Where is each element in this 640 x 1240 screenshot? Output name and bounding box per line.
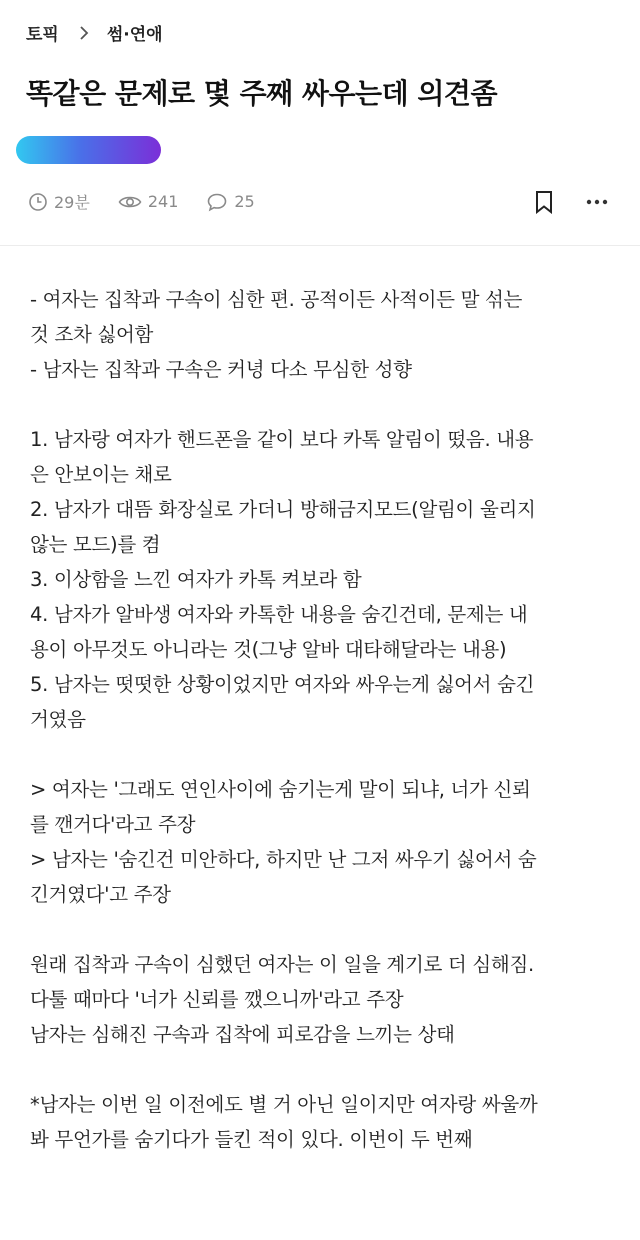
post-comments[interactable] [206,192,254,212]
post-views [118,192,179,212]
post-title: 똑같은 문제로 몇 주째 싸우는데 의견좀 [26,77,498,110]
breadcrumb-topic-link[interactable]: 토픽 [26,25,59,45]
post-body-line: 2. 남자가 대뜸 화장실로 가더니 방해금지모드(알림이 울리지 [30,498,536,521]
post-body-line: > 여자는 '그래도 연인사이에 숨기는게 말이 되냐, 너가 신뢰 [30,778,531,801]
post-body-line: 남자는 심해진 구속과 집착에 피로감을 느끼는 상태 [30,1023,455,1046]
post-body-line: 용이 아무것도 아니라는 것(그냥 알바 대타해달라는 내용) [30,638,507,661]
bookmark-button[interactable] [534,190,554,214]
paragraph-gap [30,737,620,772]
post-body-line: 3. 이상함을 느낀 여자가 카톡 켜보라 함 [30,568,362,591]
post-body-line: 다툴 때마다 '너가 신뢰를 깼으니까'라고 주장 [30,988,404,1011]
post-actions [534,190,608,214]
post-views-count: 241 [147,192,179,211]
post-meta [28,190,283,213]
breadcrumb [26,20,163,45]
post-body-line: 긴거였다'고 주장 [30,883,171,906]
paragraph-gap [30,1052,620,1087]
post-body-line: 은 안보이는 채로 [30,463,172,486]
post-body-line: 5. 남자는 떳떳한 상황이었지만 여자와 싸우는게 싫어서 숨긴 [30,673,535,696]
post-body-line: 4. 남자가 알바생 여자와 카톡한 내용을 숨긴건데, 문제는 내 [30,603,528,626]
header-divider [0,245,640,246]
paragraph-gap [30,387,620,422]
post-body-line: - 여자는 집착과 구속이 심한 편. 공적이든 사적이든 말 섞는 [30,288,523,311]
post-body-line: 봐 무언가를 숨기다가 들킨 적이 있다. 이번이 두 번째 [30,1128,473,1151]
breadcrumb-category-link[interactable]: 썸·연애 [106,25,163,45]
post-body-line: *남자는 이번 일 이전에도 별 거 아닌 일이지만 여자랑 싸울까 [30,1093,538,1116]
post-comments-count: 25 [234,192,255,211]
chevron-right-icon [73,26,95,40]
topic-tag-badge[interactable] [16,136,161,164]
post-time [28,190,90,213]
post-body-line: 1. 남자랑 여자가 핸드폰을 같이 보다 카톡 알림이 떴음. 내용 [30,428,534,451]
post-body-line: 거였음 [30,708,86,731]
eye-icon [118,192,142,212]
clock-icon [28,192,48,212]
post-body [30,282,620,1157]
post-body-line: - 남자는 집착과 구속은 커녕 다소 무심한 성향 [30,358,412,381]
post-time-text: 29분 [54,193,90,212]
post-body-line: 원래 집착과 구속이 심했던 여자는 이 일을 계기로 더 심해짐. [30,953,534,976]
comment-icon [206,192,228,212]
post-body-line: 않는 모드)를 켬 [30,533,161,556]
paragraph-gap [30,912,620,947]
post-body-line: 것 조차 싫어함 [30,323,154,346]
bookmark-icon [534,190,554,214]
more-icon [586,199,608,205]
more-options-button[interactable] [586,199,608,205]
post-body-line: > 남자는 '숨긴건 미안하다, 하지만 난 그저 싸우기 싫어서 숨 [30,848,537,871]
post-body-line: 를 깬거다'라고 주장 [30,813,196,836]
